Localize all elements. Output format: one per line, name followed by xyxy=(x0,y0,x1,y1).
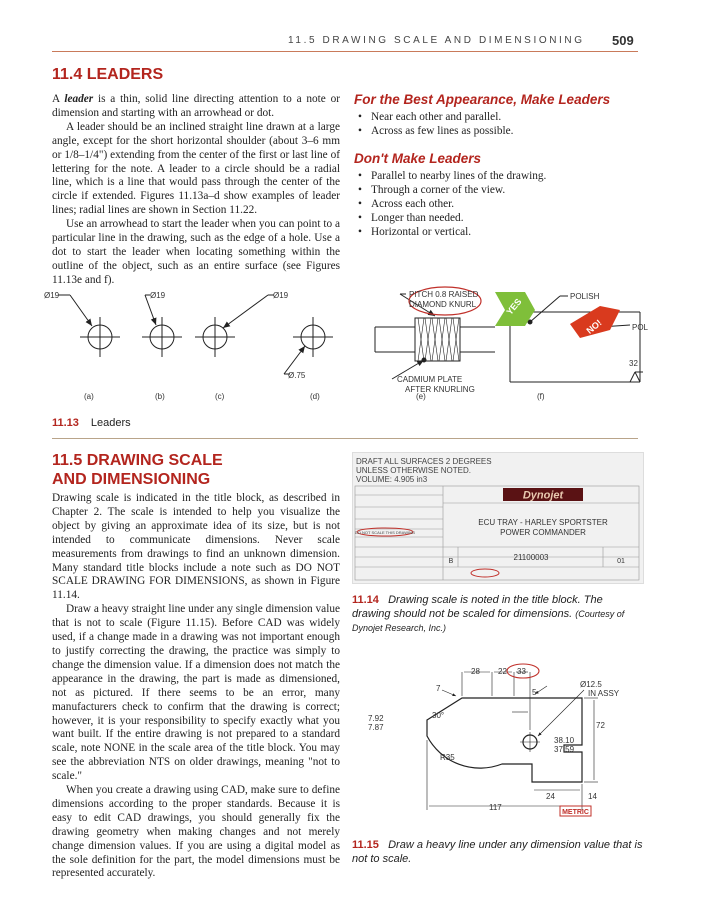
knurl-label-2: DIAMOND KNURL xyxy=(409,300,477,309)
yes-label: YES xyxy=(504,296,524,317)
section-11-5-heading: 11.5 DRAWING SCALE AND DIMENSIONING xyxy=(52,452,223,488)
sublabel-f: (f) xyxy=(537,392,545,401)
leader-label-d: Ø.75 xyxy=(288,371,306,380)
angle-dim: 30° xyxy=(432,711,445,720)
dim-7-87: 7.87 xyxy=(368,723,384,732)
do-not-scale-note: DO NOT SCALE THIS DRAWING xyxy=(354,530,416,535)
title-block-grid xyxy=(353,485,643,583)
figure-11-14-title-block xyxy=(352,452,644,584)
dim-72: 72 xyxy=(596,721,605,730)
best-appearance-list xyxy=(354,111,644,139)
figure-11-15-drawing xyxy=(352,660,642,828)
list-item: • Near each other and parallel. xyxy=(354,111,644,125)
paragraph: A leader should be an inclined straight line drawn at a large angle, except for the short horizontal shoulder (about 3–6 mm or 1/8–1/4") extending from the center of the first or last line of lettering for the note. A leader to a circle should be a radial line, which is a line that would pass through the center of the circle if extended. Figures 11.13a–d show examples of leader lines; radial lines are shown in Section 11.22. xyxy=(52,120,340,217)
revision: 01 xyxy=(617,558,625,565)
leader-label-c: Ø19 xyxy=(273,291,289,300)
part-title-2: POWER COMMANDER xyxy=(500,528,586,537)
dim-37-59: 37.59 xyxy=(554,745,575,754)
draft-note: DRAFT ALL SURFACES 2 DEGREES xyxy=(356,457,492,466)
figure-11-15-caption: 11.15 Draw a heavy line under any dimension value that is not to scale. xyxy=(352,839,643,865)
sublabel-b: (b) xyxy=(155,392,165,401)
section-11-4-body xyxy=(52,93,340,288)
figure-11-13-caption: 11.13 Leaders xyxy=(52,417,131,429)
in-assy-note: IN ASSY xyxy=(588,689,620,698)
no-label: NO! xyxy=(584,317,604,336)
section-11-4-heading: 11.4 LEADERS xyxy=(52,66,164,83)
sublabel-d: (d) xyxy=(310,392,320,401)
size-value: B xyxy=(448,558,454,565)
polish-label: POLISH xyxy=(570,292,600,301)
list-item: • Horizontal or vertical. xyxy=(354,226,644,240)
best-appearance-heading: For the Best Appearance, Make Leaders xyxy=(354,92,611,107)
plate-label-2: AFTER KNURLING xyxy=(405,385,475,394)
list-item: • Through a corner of the view. xyxy=(354,184,644,198)
dim-5: 5 xyxy=(532,688,537,697)
paragraph: Draw a heavy straight line under any single dimension value that is not to scale (Figure 11.15). Before CAD was widely used, if a change made in a drawing was not important enough to justify correcting the drawing, the practice was simply to change the dimension value. If a dimension does not match the appearance in the drawing, the part is made as dimensioned, not as pictured. If there seems to be an error, many manufacturers check to confirm that the drawing is correct; however, it is your responsibility to specify exactly what you want built. If the entire drawing is not prepared to a standard scale, note NONE in the scale area of the title block. You may see the abbreviation NTS on older drawings, meaning "not to scale." xyxy=(52,603,340,783)
leader-label-b: Ø19 xyxy=(150,291,166,300)
dynojet-logo: Dynojet xyxy=(522,489,564,502)
dim-33: 33 xyxy=(517,667,526,676)
sublabel-a: (a) xyxy=(84,392,94,401)
dim-28: 28 xyxy=(471,667,480,676)
list-item: • Across as few lines as possible. xyxy=(354,125,644,139)
radius-35: R35 xyxy=(440,753,455,762)
list-item: • Across each other. xyxy=(354,198,644,212)
dim-7: 7 xyxy=(436,684,441,693)
dim-22: 22 xyxy=(498,667,507,676)
dim-24: 24 xyxy=(546,792,555,801)
figure-11-14-caption: 11.14 Drawing scale is noted in the title block. The drawing should not be scaled for dimensions. (Courtesy of Dynojet Research, Inc.) xyxy=(352,594,625,633)
finish-label: 32 xyxy=(629,359,638,368)
section-11-5-body xyxy=(52,492,340,881)
paragraph: Drawing scale is indicated in the title block, as described in Chapter 2. The scale is intended to help you visualize the object by giving an approximate idea of its size, but is not intended to communicate dimensions. Never scale measurements from drawings to find an unknown dimension. Many standard title blocks include a note such as DO NOT SCALE DRAWING FOR DIMENSIONS, as shown in Figure 11.14. xyxy=(52,492,340,602)
paragraph: When you create a drawing using CAD, make sure to define dimensions according to the proper standards. Because it is easy to edit CAD drawings, you should generally fix the drawing geometry when making changes and not merely change dimension values. If you are using a digital model as the sole definition for the part, the model dimensions must be represented accurately. xyxy=(52,784,340,880)
hole-diameter: Ø12.5 xyxy=(580,680,602,689)
paragraph: Use an arrowhead to start the leader when you can point to a particular line in the drawing, such as the edge of a hole. Use a dot to start the leader when locating something within the outline of the object, such as an entire surface (see Figures 11.13e and f). xyxy=(52,218,340,286)
sublabel-c: (c) xyxy=(215,392,225,401)
paragraph: A leader is a thin, solid line directing attention to a note or dimension and starting with an arrowhead or dot. xyxy=(52,93,341,119)
page-number: 509 xyxy=(612,33,634,48)
dim-117: 117 xyxy=(489,803,502,812)
volume-note: VOLUME: 4.905 in3 xyxy=(356,475,428,484)
plate-label-1: CADMIUM PLATE xyxy=(397,375,463,384)
dim-38-10: 38.10 xyxy=(554,736,575,745)
dont-make-list xyxy=(354,170,644,240)
section-divider xyxy=(52,438,638,439)
part-title-1: ECU TRAY - HARLEY SPORTSTER xyxy=(478,518,608,527)
leader-label-a: Ø19 xyxy=(44,291,60,300)
figure-11-13-leaders xyxy=(40,282,660,407)
sublabel-e: (e) xyxy=(416,392,426,401)
list-item: • Parallel to nearby lines of the drawing. xyxy=(354,170,644,184)
pol-label: POL xyxy=(632,323,649,332)
otherwise-note: UNLESS OTHERWISE NOTED. xyxy=(356,466,471,475)
knurl-label-1: PITCH 0.8 RAISED xyxy=(409,290,479,299)
header-rule xyxy=(52,51,638,52)
dim-7-92: 7.92 xyxy=(368,714,384,723)
metric-label: METRIC xyxy=(562,809,589,816)
list-item: • Longer than needed. xyxy=(354,212,644,226)
part-number: 21100003 xyxy=(513,553,549,562)
running-head: 11.5 DRAWING SCALE AND DIMENSIONING xyxy=(288,35,585,46)
dim-14: 14 xyxy=(588,792,597,801)
dont-make-heading: Don't Make Leaders xyxy=(354,151,481,166)
